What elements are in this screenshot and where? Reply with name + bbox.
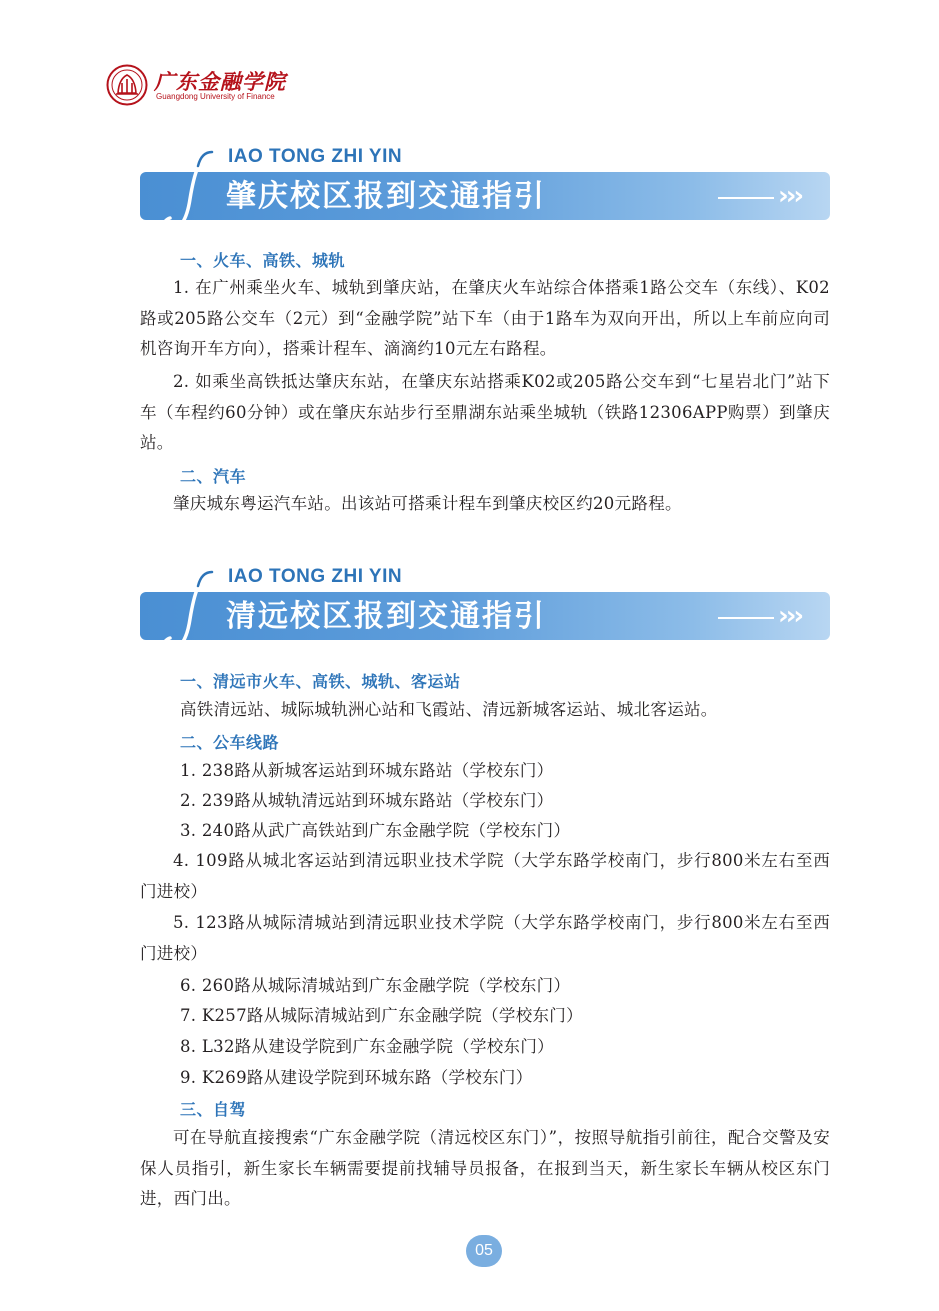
- school-name-cn: 广东金融学院: [154, 69, 286, 94]
- heading-bus-station: 二、汽车: [180, 467, 247, 486]
- decorative-line: [718, 617, 774, 619]
- bus-line-item: 2. 239路从城轨清远站到环城东路站（学校东门）: [180, 791, 554, 810]
- paragraph-bus-station: 肇庆城东粤运汽车站。出该站可搭乘计程车到肇庆校区约20元路程。: [173, 494, 682, 513]
- section-title: 清远校区报到交通指引: [226, 599, 546, 634]
- section-title: 肇庆校区报到交通指引: [226, 179, 546, 214]
- page-number-badge: 05: [466, 1235, 502, 1267]
- chevrons-right-icon: ›››: [778, 181, 802, 211]
- heading-stations: 一、清远市火车、高铁、城轨、客运站: [180, 672, 461, 691]
- paragraph-self-drive: 可在导航直接搜索“广东金融学院（清远校区东门）”，按照导航指引前往，配合交警及安保人员指引，新生家长车辆需要提前找辅导员报备，在报到当天，新生家长车辆从校区东门进，西门出。: [140, 1128, 830, 1208]
- letter-j-swash-icon: [160, 144, 224, 240]
- bus-line-item: 6. 260路从城际清城站到广东金融学院（学校东门）: [180, 976, 571, 995]
- letter-j-swash-icon: [160, 564, 224, 660]
- bus-line-item: 1. 238路从新城客运站到环城东路站（学校东门）: [180, 761, 554, 780]
- university-seal-icon: [106, 64, 148, 106]
- school-name-en: Guangdong University of Finance: [156, 92, 275, 101]
- bus-line-item: 3. 240路从武广高铁站到广东金融学院（学校东门）: [180, 821, 571, 840]
- section-pinyin: IAO TONG ZHI YIN: [228, 146, 403, 167]
- paragraph-train-guangzhou: 1. 在广州乘坐火车、城轨到肇庆站，在肇庆火车站综合体搭乘1路公交车（东线）、K02路或205路公交车（2元）到“金融学院”站下车（由于1路车为双向开出，所以上车前应向司机咨询开车方向），搭乘计程车、滴滴约10元左右路程。: [140, 278, 830, 358]
- paragraph-high-speed-rail: 2. 如乘坐高铁抵达肇庆东站，在肇庆东站搭乘K02或205路公交车到“七星岩北门”站下车（车程约60分钟）或在肇庆东站步行至鼎湖东站乘坐城轨（铁路12306APP购票）到肇庆站。: [140, 372, 830, 452]
- section-pinyin: IAO TONG ZHI YIN: [228, 566, 403, 587]
- bus-line-item: 8. L32路从建设学院到广东金融学院（学校东门）: [180, 1037, 554, 1056]
- heading-bus-lines: 二、公车线路: [180, 733, 280, 752]
- chevrons-right-icon: ›››: [778, 601, 802, 631]
- heading-train: 一、火车、高铁、城轨: [180, 251, 346, 270]
- bus-line-item: 4. 109路从城北客运站到清远职业技术学院（大学东路学校南门，步行800米左右至西门进校）: [140, 851, 830, 901]
- bus-line-item: 7. K257路从城际清城站到广东金融学院（学校东门）: [180, 1006, 583, 1025]
- bus-line-item: 9. K269路从建设学院到环城东路（学校东门）: [180, 1068, 533, 1087]
- heading-self-drive: 三、自驾: [180, 1100, 247, 1119]
- section-header-zhaoqing: [140, 146, 830, 236]
- section-header-qingyuan: [140, 566, 830, 656]
- bus-line-item: 5. 123路从城际清城站到清远职业技术学院（大学东路学校南门，步行800米左右至西门进校）: [140, 913, 830, 963]
- decorative-line: [718, 197, 774, 199]
- university-logo: [106, 64, 296, 108]
- paragraph-stations: 高铁清远站、城际城轨洲心站和飞霞站、清远新城客运站、城北客运站。: [180, 700, 718, 719]
